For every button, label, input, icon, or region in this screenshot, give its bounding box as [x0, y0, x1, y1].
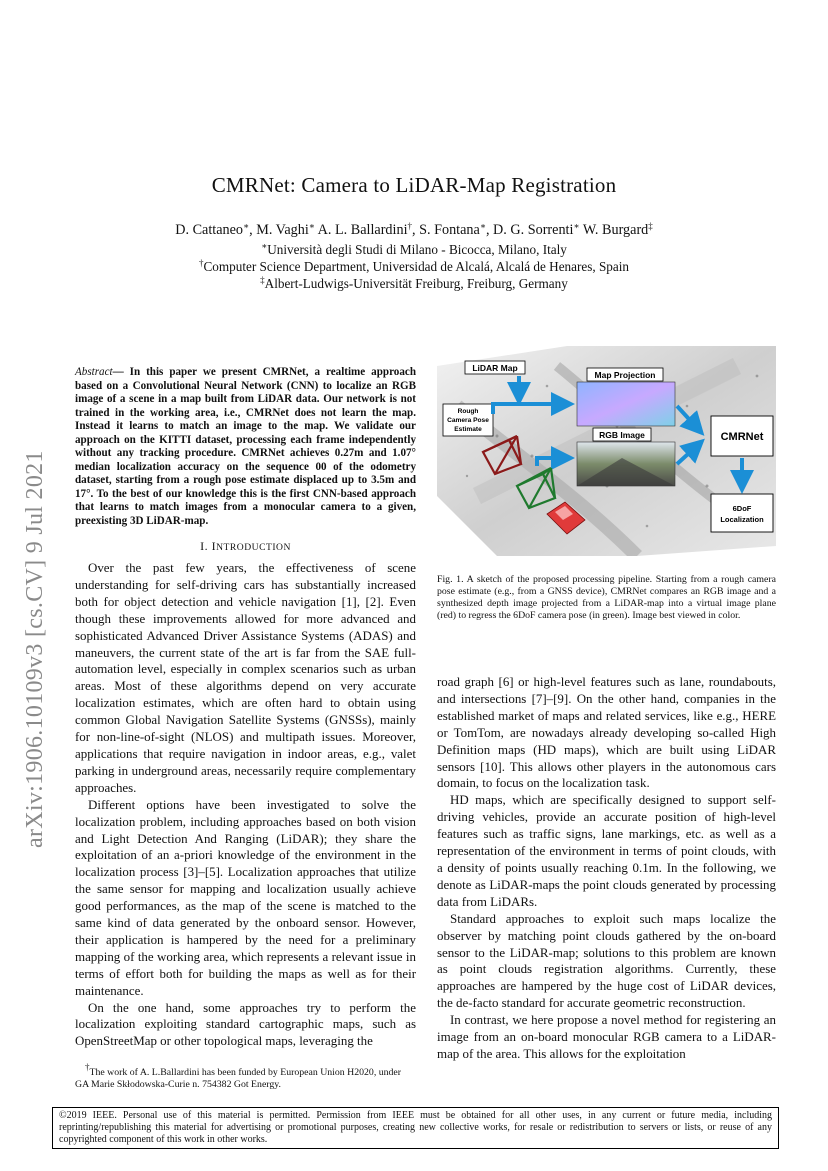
paper-title: CMRNet: Camera to LiDAR-Map Registration — [211, 173, 617, 197]
abstract-text: — In this paper we present CMRNet, a realtime approach based on a Convolutional Neural Network (CNN) to localize an RGB image of a scene in a map built from LiDAR data. Our network is not trained in the working area, i.e., CMRNet does not learn the map. Instead it learns to match an image to the map. We validate our approach on the KITTI dataset, processing each frame independently without any tracking procedure. CMRNet achieves 0.27m and 1.07° median localization accuracy on the sequence 00 of the odometry dataset, starting from a rough pose estimate displaced up to 3.5m and 17°. To the best of our knowledge this is the first CNN-based approach that learns to match images from a monocular camera to a given, preexisting 3D LiDAR-map. — [75, 366, 416, 527]
right-text — [437, 674, 776, 1063]
lidar-map-label — [465, 361, 525, 374]
left-column — [75, 366, 416, 1050]
author-mark: ∗ — [308, 221, 315, 231]
footnote-text: The work of A. L.Ballardini has been funded by European Union H2020, under GA Marie Skłodowska-Curie n. 754382 Got Energy. — [75, 1067, 402, 1090]
copyright-notice — [52, 1107, 779, 1149]
body-paragraph: Over the past few years, the effectiveness of scene understanding for self-driving cars has substantially increased both for object detection and vehicle navigation [1], [2]. Even though these improvements allowed for more advanced and sophisticated Advanced Driver Assistance Systems (ADAS) and maneuvers, the current state of the art is far from the SAE full-automation level, especially in complex scenarios such as urban areas. Most of these algorithms depend on very accurate localization estimates, which are often hard to obtain using common Global Navigation Satellite Systems (GNSSs), mainly for non-line-of-sight (NLOS) and multipath issues. Moreover, applications that require navigation in indoor areas, e.g., valet parking in underground areas, necessarily require complementary approaches. — [75, 560, 416, 795]
author-name: D. G. Sorrenti — [493, 222, 574, 238]
abstract-lead: Abstract — [75, 366, 113, 378]
svg-text:LiDAR Map: LiDAR Map — [472, 363, 518, 373]
svg-text:Rough: Rough — [457, 408, 479, 415]
author-name: M. Vaghi — [256, 222, 309, 238]
body-paragraph: On the one hand, some approaches try to perform the localization exploiting standard cartographic maps, such as OpenStreetMap or other topological maps, leveraging the — [75, 999, 416, 1049]
affiliation-text: Università degli Studi di Milano - Bicocca, Milano, Italy — [267, 242, 567, 257]
body-paragraph: Different options have been investigated to solve the localization problem, including approaches based on both vision and Light Detection And Ranging (LiDAR); they share the exploitation of an a-priori knowledge of the environment in the localization process [3]–[5]. Localization approaches that utilize the same sensor for mapping and localization usually achieve good performances, as the map of the scene is matched to the same kind of data generated by the onboard sensor. However, their application is hampered by the need for a preliminary mapping of the working area, which represents a relevant issue in terms of effort both for building the maps as well as for their maintenance. — [75, 796, 416, 998]
caption-label: Fig. 1. — [437, 574, 464, 585]
affiliation-mark: † — [198, 258, 204, 268]
figure-caption — [437, 574, 776, 622]
section-heading — [75, 539, 416, 554]
author-mark: ∗ — [573, 221, 580, 231]
affiliation-mark: ∗ — [261, 241, 268, 251]
rough-pose-label — [443, 404, 493, 436]
affiliation-text: Albert-Ludwigs-Universität Freiburg, Freiburg, Germany — [264, 276, 568, 291]
affiliation — [0, 242, 828, 258]
footnote — [75, 1062, 416, 1090]
body-paragraph: road graph [6] or high-level features such as lane, roundabouts, and intersections [7]–[9]. On the other hand, companies in the established market of maps and related services, like e.g., HERE or TomTom, are nowadays already developing so-called High Definition maps (HD maps), which are built using LiDAR sensors [10]. This allows other players in the autonomous cars domain, to focus on the localization task. — [437, 674, 776, 791]
affiliation — [0, 276, 828, 292]
copyright-text: ©2019 IEEE. Personal use of this material is permitted. Permission from IEEE must be obtained for all other uses, in any current or future media, including reprinting/republishing this material for advertising or promotional purposes, creating new collective works, for resale or redistribution to servers or lists, or reuse of any copyrighted component of this work in other works. — [59, 1110, 772, 1146]
author-name: S. Fontana — [419, 222, 480, 238]
section-first-letter: I — [211, 539, 217, 553]
pipeline-figure — [437, 346, 776, 556]
sixdof-block — [711, 494, 773, 532]
affiliation-text: Computer Science Department, Universidad de Alcalá, Alcalá de Henares, Spain — [203, 259, 629, 274]
svg-text:Localization: Localization — [720, 515, 764, 524]
author-mark: † — [407, 221, 413, 231]
map-projection-panel — [577, 368, 675, 426]
affiliation-mark: ‡ — [260, 275, 265, 285]
arxiv-id-text: arXiv:1906.10109v3 [cs.CV] 9 Jul 2021 — [22, 450, 48, 848]
author-name: A. L. Ballardini — [317, 222, 408, 238]
body-paragraph: HD maps, which are specifically designed to support self-driving vehicles, provide an accurate position of high-level features such as traffic signs, lane markings, etc. as well as a representation of the environment in terms of point clouds, with a density of points usually reaching 0.1m. In the following, we denote as LiDAR-maps the point clouds generated by processing data from LiDARs. — [437, 792, 776, 909]
author-mark: ∗ — [243, 221, 250, 231]
author-mark: ∗ — [479, 221, 486, 231]
section-number: I. — [200, 539, 209, 553]
svg-text:Camera Pose: Camera Pose — [447, 417, 489, 424]
arxiv-identifier — [10, 380, 54, 850]
svg-text:Estimate: Estimate — [454, 426, 482, 433]
pipeline-diagram — [437, 346, 776, 556]
caption-text: A sketch of the proposed processing pipeline. Starting from a rough camera pose estimate (e.g., from a GNSS device), CMRNet compares an RGB image and a synthesized depth image projected from a LiDAR-map into a virtual image plane (red) to regress the 6DoF camera pose (in green). Image best viewed in color. — [437, 574, 776, 621]
author-mark: ‡ — [648, 221, 653, 231]
cmrnet-block — [711, 416, 773, 456]
svg-text:Map Projection: Map Projection — [594, 370, 656, 380]
author-name: W. Burgard — [582, 222, 649, 238]
author-list: D. Cattaneo∗, M. Vaghi∗ A. L. Ballardini†, S. Fontana∗, D. G. Sorrenti∗ W. Burgard‡ — [175, 221, 653, 238]
svg-text:6DoF: 6DoF — [732, 504, 752, 513]
svg-text:CMRNet: CMRNet — [720, 431, 764, 443]
body-paragraph: In contrast, we here propose a novel method for registering an image from an on-board monocular RGB camera to a LiDAR-map of the area. This allows for the exploitation — [437, 1012, 776, 1061]
svg-text:RGB Image: RGB Image — [599, 430, 645, 440]
affiliation — [0, 259, 828, 275]
author-name: D. Cattaneo — [175, 222, 243, 238]
body-paragraph: Standard approaches to exploit such maps localize the observer by matching point clouds gathered by the on-board sensor to the LiDAR-map; solutions to this problem are known as point clouds registration algorithms. Currently, these approaches are hampered by the huge cost of LiDAR devices, the de-facto standard for accurate geometric reconstruction. — [437, 910, 776, 1011]
footnote-mark: † — [85, 1062, 90, 1072]
right-column — [437, 346, 776, 1061]
abstract — [75, 366, 416, 528]
section-title-rest: NTRODUCTION — [216, 542, 291, 553]
